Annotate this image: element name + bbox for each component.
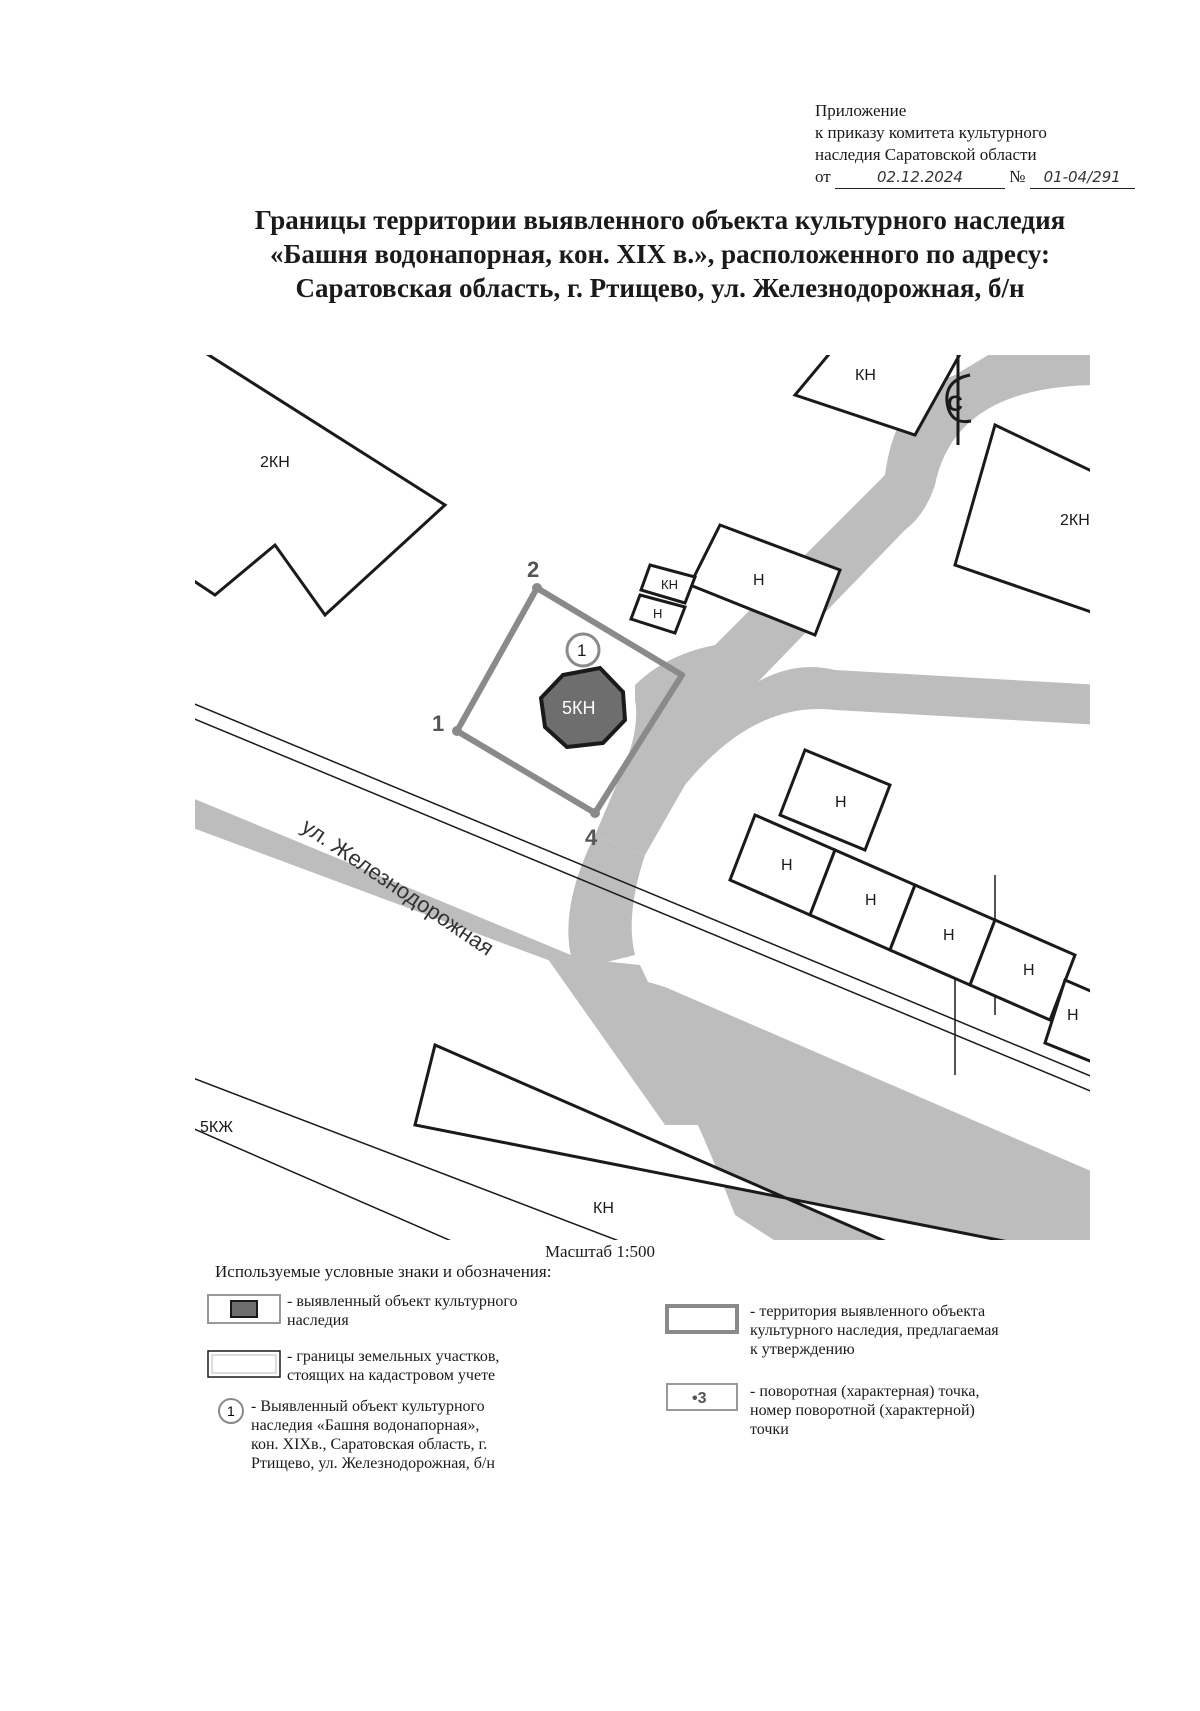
legend-marker-line-3: кон. XIXв., Саратовская область, г. (251, 1436, 488, 1453)
legend-point (664, 1382, 1084, 1448)
label-n-row-5: Н (1023, 962, 1035, 979)
turning-point-1 (452, 726, 462, 736)
page-title (160, 203, 1160, 305)
legend-object-symbol (207, 1292, 283, 1326)
title-line-3: Саратовская область, г. Ртищево, ул. Железнодорожная, б/н (295, 273, 1025, 303)
cadastral-map (195, 355, 1090, 1240)
legend-point-line-2: номер поворотной (характерной) (750, 1402, 975, 1419)
legend-marker (215, 1397, 615, 1487)
legend-marker-line-4: Ртищево, ул. Железнодорожная, б/н (251, 1455, 495, 1472)
legend-marker-number: 1 (227, 1403, 235, 1419)
legend-parcels-symbol (207, 1347, 283, 1381)
point-label-1: 1 (432, 711, 445, 736)
title-line-1: Границы территории выявленного объекта культурного наследия (254, 205, 1066, 235)
label-n-row-2: Н (781, 857, 793, 874)
legend-territory-symbol (664, 1302, 744, 1336)
legend-territory (664, 1302, 1084, 1368)
street-name: ул. Железнодорожная (297, 813, 499, 961)
road-south (568, 835, 645, 970)
title-line-2: «Башня водонапорная, кон. XIX в.», расположенного по адресу: (269, 239, 1050, 269)
legend-territory-line-2: культурного наследия, предлагаемая (750, 1322, 999, 1339)
legend-parcels (207, 1347, 607, 1393)
label-kn-small: КН (661, 577, 678, 592)
turning-point-4 (590, 808, 600, 818)
legend-point-label: •3 (692, 1390, 707, 1407)
map-canvas (195, 355, 1090, 1240)
label-2kn-left: 2КН (260, 454, 290, 471)
legend-parcels-line-2: стоящих на кадастровом учете (287, 1367, 496, 1384)
appendix-line-3: наследия Саратовской области (815, 145, 1037, 164)
building-2kn-left (195, 355, 445, 615)
legend-object (207, 1292, 607, 1338)
point-label-2: 2 (527, 557, 540, 582)
legend-point-line-1: - поворотная (характерная) точка, (750, 1383, 980, 1400)
label-tower: 5КН (562, 698, 596, 718)
label-n-row-4: Н (943, 927, 955, 944)
parcel-line (195, 1125, 495, 1240)
map-scale: Масштаб 1:500 (544, 1242, 656, 1261)
from-label: от (815, 167, 831, 186)
object-marker-number: 1 (577, 641, 587, 660)
appendix-block (815, 100, 1195, 189)
turning-point-2 (532, 583, 542, 593)
appendix-line-2: к приказу комитета культурного (815, 123, 1047, 142)
compass-letter: С (947, 391, 963, 416)
legend-marker-line-2: наследия «Башня водонапорная», (251, 1417, 480, 1434)
label-kn-bottom: КН (593, 1200, 614, 1217)
order-date: 02.12.2024 (835, 166, 1005, 189)
legend-object-line-2: наследия (287, 1312, 349, 1329)
number-label: № (1009, 167, 1026, 186)
order-number: 01-04/291 (1030, 166, 1135, 189)
legend-point-symbol (664, 1382, 744, 1414)
appendix-line-1: Приложение (815, 101, 907, 120)
legend-object-line-1: - выявленный объект культурного (287, 1293, 518, 1310)
legend-point-line-3: точки (750, 1421, 789, 1438)
label-n-row-3: Н (865, 892, 877, 909)
legend-territory-line-3: к утверждению (750, 1341, 855, 1358)
legend-title: Используемые условные знаки и обозначения: (215, 1262, 552, 1281)
label-n-row-6: Н (1067, 1007, 1079, 1024)
appendix-line-4 (815, 166, 1195, 189)
label-kn-top: КН (855, 367, 876, 384)
legend-marker-line-1: - Выявленный объект культурного (251, 1398, 485, 1415)
label-n-small: Н (653, 606, 663, 621)
legend-territory-line-1: - территория выявленного объекта (750, 1303, 986, 1320)
point-label-4: 4 (585, 825, 598, 850)
label-2kn-right: 2КН (1060, 512, 1090, 529)
legend-marker-symbol (215, 1397, 249, 1427)
label-n-mid: Н (753, 572, 765, 589)
label-n-row-1: Н (835, 794, 847, 811)
label-5kzh: 5КЖ (200, 1119, 233, 1136)
legend-parcels-line-1: - границы земельных участков, (287, 1348, 500, 1365)
